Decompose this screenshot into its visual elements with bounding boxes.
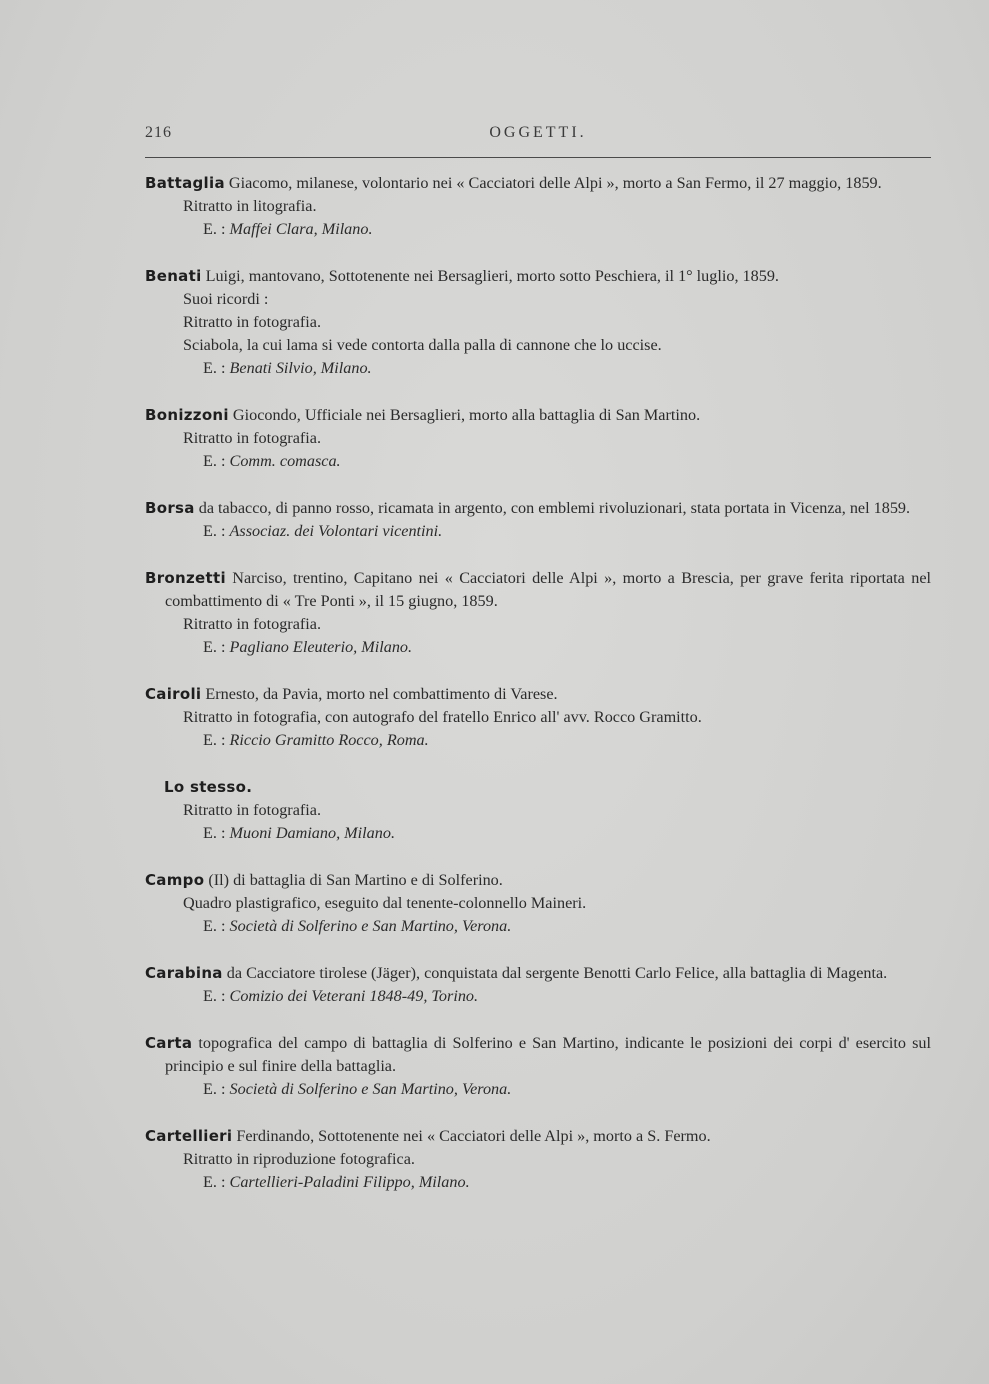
exhibitor-prefix: E. : xyxy=(203,987,226,1005)
catalog-entry xyxy=(145,869,931,938)
entry-text: Giocondo, Ufficiale nei Bersaglieri, morto alla battaglia di San Martino. xyxy=(232,406,701,424)
exhibitor-line xyxy=(145,1078,931,1101)
entry-text: Giacomo, milanese, volontario nei « Cacciatori delle Alpi », morto a San Fermo, il 27 maggio, 1859. xyxy=(228,174,882,192)
exhibitor-prefix: E. : xyxy=(203,824,226,842)
exhibitor-name: Muoni Damiano, Milano. xyxy=(229,824,395,842)
exhibitor-line xyxy=(145,915,931,938)
exhibitor-prefix: E. : xyxy=(203,731,226,749)
entry-detail: Ritratto in riproduzione fotografica. xyxy=(183,1150,415,1168)
running-title: OGGETTI. xyxy=(489,124,587,141)
entry-text: Ernesto, da Pavia, morto nel combattimento di Varese. xyxy=(205,685,558,703)
exhibitor-prefix: E. : xyxy=(203,522,226,540)
entry-heading: Cairoli xyxy=(145,685,202,703)
catalog-entry xyxy=(145,404,931,473)
exhibitor-line xyxy=(145,520,931,543)
exhibitor-name: Società di Solferino e San Martino, Verona. xyxy=(229,917,512,935)
exhibitor-prefix: E. : xyxy=(203,1173,226,1191)
entry-detail: Ritratto in fotografia, con autografo del fratello Enrico all' avv. Rocco Gramitto. xyxy=(183,708,702,726)
exhibitor-line xyxy=(164,822,931,845)
entry-heading: Carta xyxy=(145,1034,193,1052)
entry-text: Luigi, mantovano, Sottotenente nei Bersaglieri, morto sotto Peschiera, il 1° luglio, 1859. xyxy=(205,267,779,285)
entry-description xyxy=(145,172,931,195)
catalog-entry xyxy=(164,776,931,845)
exhibitor-name: Riccio Gramitto Rocco, Roma. xyxy=(229,731,429,749)
exhibitor-line xyxy=(145,1171,931,1194)
entry-detail: Sciabola, la cui lama si vede contorta dalla palla di cannone che lo uccise. xyxy=(183,336,662,354)
catalog-entry xyxy=(145,1125,931,1194)
entries-list xyxy=(145,172,931,1218)
exhibitor-line xyxy=(145,985,931,1008)
entry-text: topografica del campo di battaglia di Solferino e San Martino, indicante le posizioni dei corpi d' esercito sul principio e sul finire della battaglia. xyxy=(165,1034,931,1075)
entry-heading: Campo xyxy=(145,871,205,889)
page-number: 216 xyxy=(145,124,172,141)
catalog-entry xyxy=(145,567,931,659)
header-rule xyxy=(145,157,931,158)
entry-description xyxy=(145,567,931,613)
exhibitor-name: Pagliano Eleuterio, Milano. xyxy=(229,638,413,656)
catalog-entry xyxy=(145,172,931,241)
entry-description xyxy=(145,683,931,706)
exhibitor-name: Associaz. dei Volontari vicentini. xyxy=(229,522,443,540)
entry-description xyxy=(145,404,931,427)
entry-description xyxy=(145,497,931,520)
entry-detail: Ritratto in fotografia. xyxy=(183,429,322,447)
entry-heading: Carabina xyxy=(145,964,223,982)
entry-detail: Quadro plastigrafico, eseguito dal tenente-colonnello Maineri. xyxy=(183,894,587,912)
entry-heading: Benati xyxy=(145,267,202,285)
exhibitor-name: Comizio dei Veterani 1848-49, Torino. xyxy=(229,987,479,1005)
exhibitor-line xyxy=(145,450,931,473)
catalog-entry xyxy=(145,683,931,752)
entry-detail: Suoi ricordi : xyxy=(183,290,269,308)
entry-text: da tabacco, di panno rosso, ricamata in argento, con emblemi rivoluzionari, stata portata in Vicenza, nel 1859. xyxy=(198,499,911,517)
entry-description xyxy=(164,776,931,799)
entry-description xyxy=(145,1125,931,1148)
entry-heading: Cartellieri xyxy=(145,1127,233,1145)
exhibitor-prefix: E. : xyxy=(203,917,226,935)
exhibitor-prefix: E. : xyxy=(203,452,226,470)
entry-text: Narciso, trentino, Capitano nei « Cacciatori delle Alpi », morto a Brescia, per grave ferita riportata nel combattimento di « Tre Ponti », il 15 giugno, 1859. xyxy=(165,569,932,610)
catalog-entry xyxy=(145,497,931,543)
exhibitor-line xyxy=(145,357,931,380)
exhibitor-prefix: E. : xyxy=(203,1080,226,1098)
exhibitor-line xyxy=(145,636,931,659)
entry-heading: Bronzetti xyxy=(145,569,226,587)
entry-text: Ferdinando, Sottotenente nei « Cacciatori delle Alpi », morto a S. Fermo. xyxy=(236,1127,711,1145)
entry-heading: Battaglia xyxy=(145,174,225,192)
exhibitor-name: Maffei Clara, Milano. xyxy=(229,220,373,238)
exhibitor-name: Cartellieri-Paladini Filippo, Milano. xyxy=(229,1173,470,1191)
entry-description xyxy=(145,265,931,288)
entry-heading: Bonizzoni xyxy=(145,406,229,424)
exhibitor-line xyxy=(145,218,931,241)
entry-text: (Il) di battaglia di San Martino e di Solferino. xyxy=(208,871,503,889)
catalog-entry xyxy=(145,962,931,1008)
exhibitor-prefix: E. : xyxy=(203,638,226,656)
exhibitor-prefix: E. : xyxy=(203,359,226,377)
page-header xyxy=(145,124,931,148)
exhibitor-line xyxy=(145,729,931,752)
entry-description xyxy=(145,962,931,985)
entry-description xyxy=(145,869,931,892)
entry-text: da Cacciatore tirolese (Jäger), conquistata dal sergente Benotti Carlo Felice, alla battaglia di Magenta. xyxy=(226,964,888,982)
catalog-entry xyxy=(145,1032,931,1101)
entry-detail: Ritratto in fotografia. xyxy=(183,801,322,819)
entry-description xyxy=(145,1032,931,1078)
exhibitor-prefix: E. : xyxy=(203,220,226,238)
entry-detail: Ritratto in fotografia. xyxy=(183,313,322,331)
entry-heading: Borsa xyxy=(145,499,195,517)
entry-heading: Lo stesso. xyxy=(164,778,253,796)
exhibitor-name: Comm. comasca. xyxy=(229,452,341,470)
entry-detail: Ritratto in fotografia. xyxy=(183,615,322,633)
exhibitor-name: Benati Silvio, Milano. xyxy=(229,359,372,377)
exhibitor-name: Società di Solferino e San Martino, Verona. xyxy=(229,1080,512,1098)
catalog-entry xyxy=(145,265,931,380)
entry-detail: Ritratto in litografia. xyxy=(183,197,317,215)
